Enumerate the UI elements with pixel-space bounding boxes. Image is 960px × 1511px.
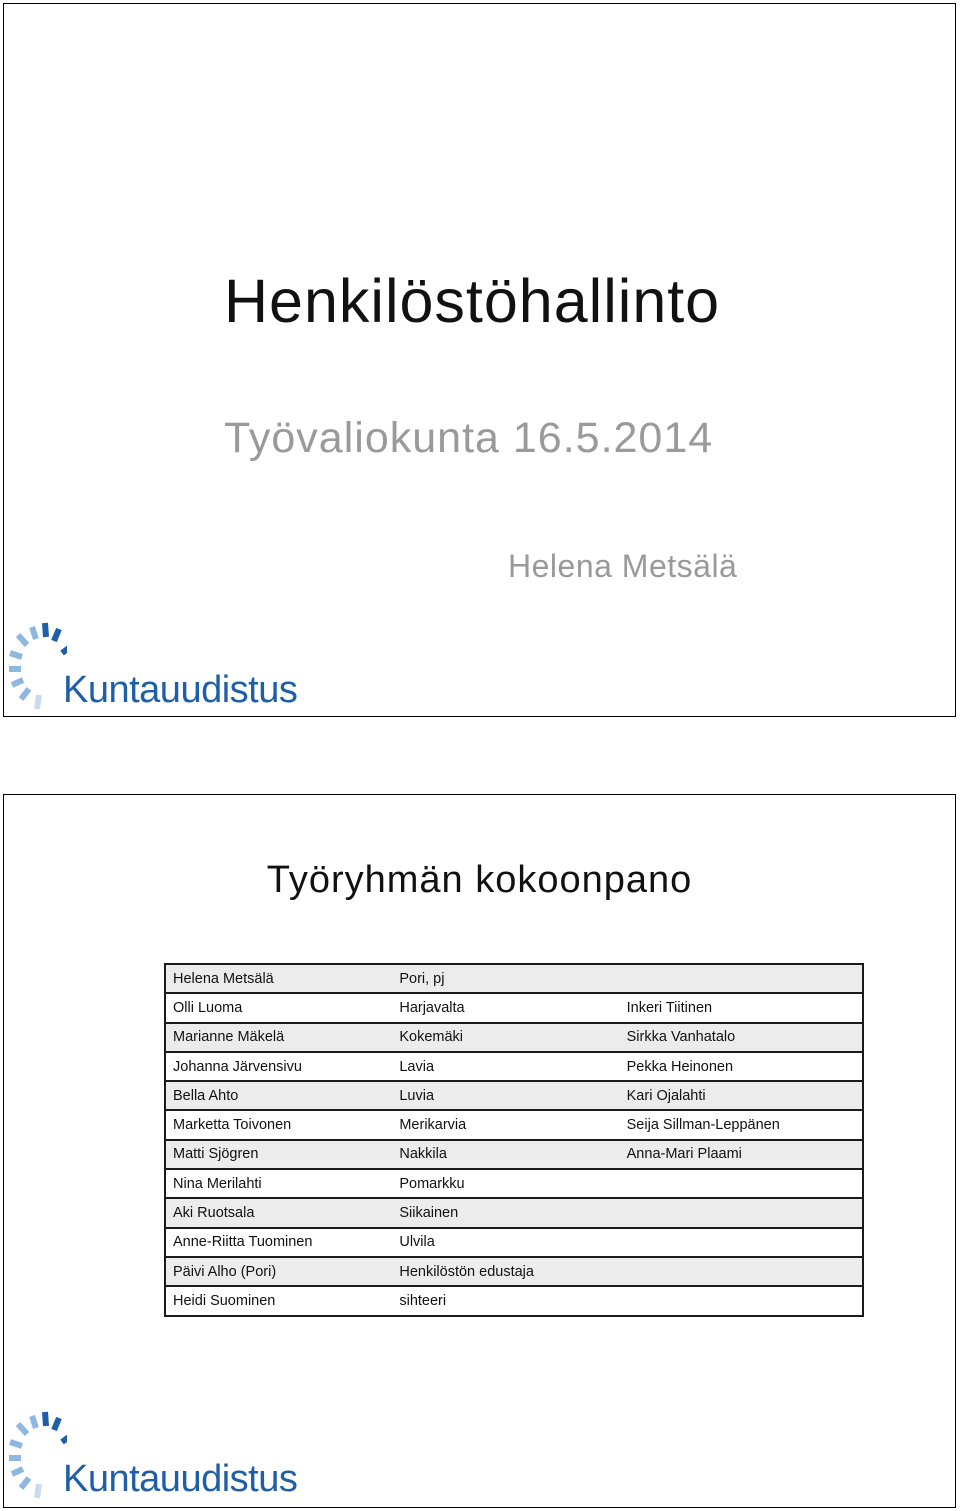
- table-row: [165, 1140, 863, 1169]
- table-row: [165, 1198, 863, 1227]
- sunburst-logo-icon: [7, 1410, 67, 1502]
- slide-author: Helena Metsälä: [508, 548, 738, 584]
- member-role-cell: sihteeri: [392, 1286, 619, 1315]
- table-row: [165, 1052, 863, 1081]
- slide-title: Työryhmän kokoonpano: [266, 859, 693, 901]
- sunburst-logo-icon: [7, 621, 67, 713]
- table-row: [165, 1286, 863, 1315]
- slide-title: Henkilöstöhallinto: [224, 267, 721, 335]
- member-name-cell: Heidi Suominen: [165, 1286, 392, 1315]
- member-deputy-cell: Inkeri Tiitinen: [620, 993, 863, 1022]
- slide-2: [3, 794, 956, 1508]
- member-name-cell: Matti Sjögren: [165, 1140, 392, 1169]
- member-deputy-cell: [620, 1169, 863, 1198]
- slide-1: [3, 3, 956, 717]
- member-role-cell: Harjavalta: [392, 993, 619, 1022]
- table-row: [165, 1169, 863, 1198]
- logo-text: Kuntauudistus: [63, 1458, 298, 1500]
- table-row: [165, 1110, 863, 1139]
- logo-text: Kuntauudistus: [63, 669, 298, 711]
- member-deputy-cell: Kari Ojalahti: [620, 1081, 863, 1110]
- member-role-cell: Siikainen: [392, 1198, 619, 1227]
- member-name-cell: Päivi Alho (Pori): [165, 1257, 392, 1286]
- member-deputy-cell: [620, 1257, 863, 1286]
- table-row: [165, 993, 863, 1022]
- member-deputy-cell: Seija Sillman-Leppänen: [620, 1110, 863, 1139]
- member-role-cell: Kokemäki: [392, 1023, 619, 1052]
- member-role-cell: Pomarkku: [392, 1169, 619, 1198]
- member-deputy-cell: [620, 964, 863, 993]
- table-row: [165, 1228, 863, 1257]
- member-name-cell: Bella Ahto: [165, 1081, 392, 1110]
- member-deputy-cell: Anna-Mari Plaami: [620, 1140, 863, 1169]
- member-deputy-cell: [620, 1198, 863, 1227]
- member-name-cell: Nina Merilahti: [165, 1169, 392, 1198]
- member-name-cell: Helena Metsälä: [165, 964, 392, 993]
- member-role-cell: Nakkila: [392, 1140, 619, 1169]
- member-name-cell: Johanna Järvensivu: [165, 1052, 392, 1081]
- slide-subtitle: Työvaliokunta 16.5.2014: [224, 414, 714, 462]
- table-row: [165, 1257, 863, 1286]
- member-name-cell: Olli Luoma: [165, 993, 392, 1022]
- member-deputy-cell: Sirkka Vanhatalo: [620, 1023, 863, 1052]
- member-role-cell: Luvia: [392, 1081, 619, 1110]
- member-role-cell: Merikarvia: [392, 1110, 619, 1139]
- member-name-cell: Marianne Mäkelä: [165, 1023, 392, 1052]
- kuntauudistus-logo: [7, 1410, 297, 1502]
- member-role-cell: Henkilöstön edustaja: [392, 1257, 619, 1286]
- member-deputy-cell: Pekka Heinonen: [620, 1052, 863, 1081]
- member-role-cell: Pori, pj: [392, 964, 619, 993]
- members-table: [164, 963, 864, 1317]
- table-row: [165, 964, 863, 993]
- member-name-cell: Aki Ruotsala: [165, 1198, 392, 1227]
- table-row: [165, 1023, 863, 1052]
- member-deputy-cell: [620, 1228, 863, 1257]
- kuntauudistus-logo: [7, 621, 297, 713]
- member-role-cell: Lavia: [392, 1052, 619, 1081]
- table-row: [165, 1081, 863, 1110]
- member-name-cell: Marketta Toivonen: [165, 1110, 392, 1139]
- member-role-cell: Ulvila: [392, 1228, 619, 1257]
- member-deputy-cell: [620, 1286, 863, 1315]
- member-name-cell: Anne-Riitta Tuominen: [165, 1228, 392, 1257]
